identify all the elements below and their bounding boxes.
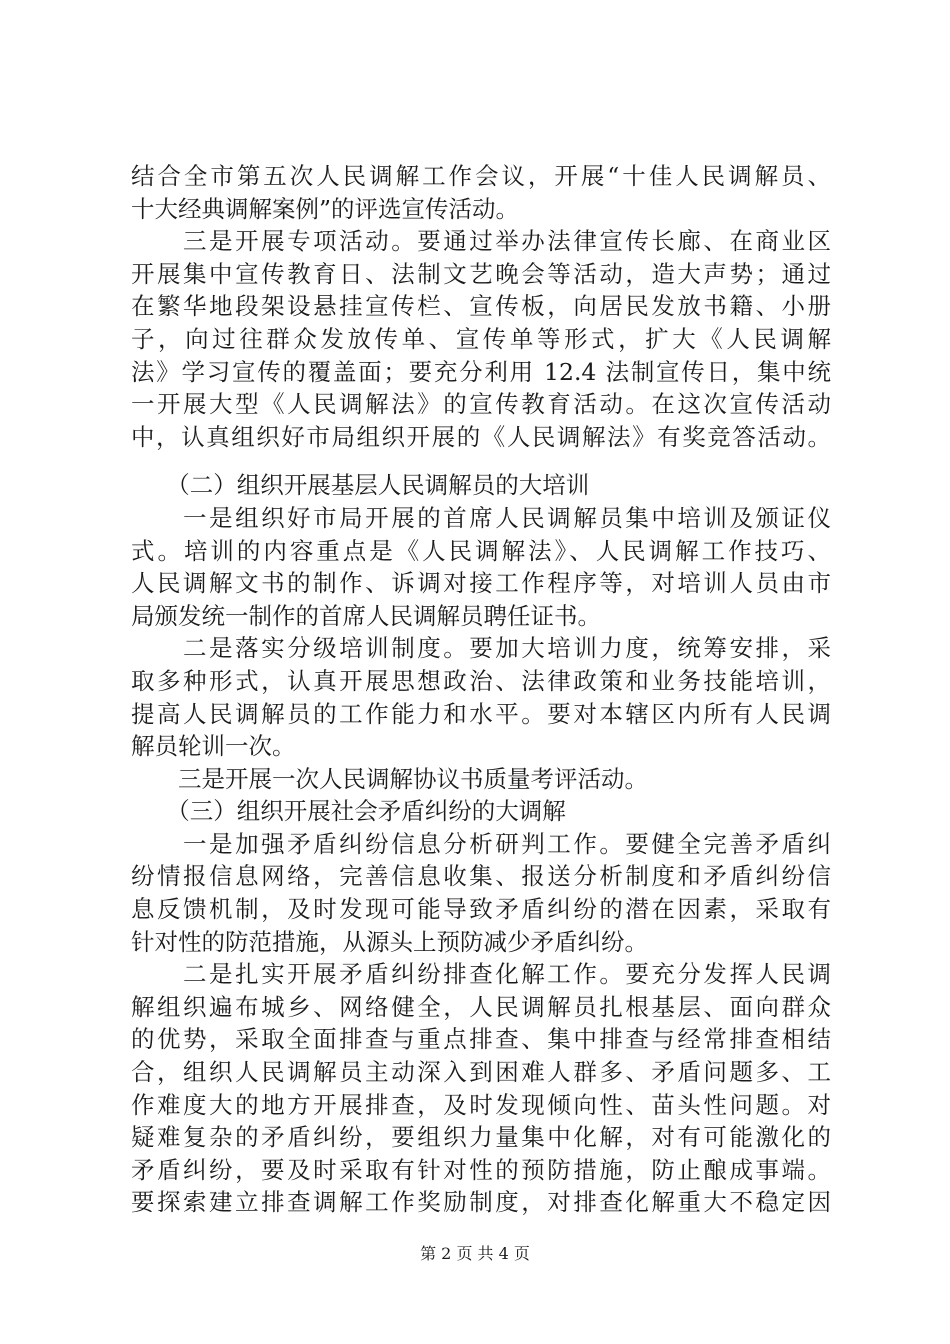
text-line: 一是加强矛盾纠纷信息分析研判工作。要健全完善矛盾纠 xyxy=(131,829,831,858)
text-line: 一开展大型《人民调解法》的宣传教育活动。在这次宣传活动 xyxy=(131,390,831,419)
text-line: 二是扎实开展矛盾纠纷排查化解工作。要充分发挥人民调 xyxy=(131,960,831,989)
text-line: 中，认真组织好市局组织开展的《人民调解法》有奖竞答活动。 xyxy=(131,422,831,451)
text-line: 三是开展专项活动。要通过举办法律宣传长廊、在商业区 xyxy=(131,227,831,256)
text-line: 结合全市第五次人民调解工作会议，开展“十佳人民调解员、 xyxy=(131,162,831,190)
text-line: 法》学习宣传的覆盖面；要充分利用 12.4 法制宣传日，集中统 xyxy=(131,357,831,386)
text-line: 合，组织人民调解员主动深入到困难人群多、矛盾问题多、工 xyxy=(131,1058,831,1087)
text-line: 要探索建立排查调解工作奖励制度，对排查化解重大不稳定因 xyxy=(131,1188,831,1217)
text-line: 疑难复杂的矛盾纠纷，要组织力量集中化解，对有可能激化的 xyxy=(131,1123,831,1152)
text-line: 人民调解文书的制作、诉调对接工作程序等，对培训人员由市 xyxy=(131,569,831,598)
text-line: 开展集中宣传教育日、法制文艺晚会等活动，造大声势；通过 xyxy=(131,259,831,288)
page-footer: 第 2 页 共 4 页 xyxy=(420,1244,530,1263)
text-line: 解组织遍布城乡、网络健全，人民调解员扎根基层、面向群众 xyxy=(131,992,831,1021)
text-line: 纷情报信息网络，完善信息收集、报送分析制度和矛盾纠纷信 xyxy=(131,862,831,891)
section-heading: （三）组织开展社会矛盾纠纷的大调解 xyxy=(131,797,566,826)
text-line: 针对性的防范措施，从源头上预防减少矛盾纠纷。 xyxy=(131,927,648,956)
text-line: 三是开展一次人民调解协议书质量考评活动。 xyxy=(131,764,648,793)
text-line: 式。培训的内容重点是《人民调解法》、人民调解工作技巧、 xyxy=(131,536,831,565)
text-line: 子，向过往群众发放传单、宣传单等形式，扩大《人民调解 xyxy=(131,324,831,353)
text-line: 的优势，采取全面排查与重点排查、集中排查与经常排查相结 xyxy=(131,1025,831,1054)
text-line: 局颁发统一制作的首席人民调解员聘任证书。 xyxy=(131,601,601,630)
text-line: 二是落实分级培训制度。要加大培训力度，统筹安排，采 xyxy=(131,634,831,663)
document-body xyxy=(131,160,831,1219)
paragraph-gap xyxy=(131,453,831,469)
section-heading: （二）组织开展基层人民调解员的大培训 xyxy=(131,471,590,500)
text-line: 解员轮训一次。 xyxy=(131,732,296,761)
text-line: 息反馈机制，及时发现可能导致矛盾纠纷的潜在因素，采取有 xyxy=(131,895,831,924)
text-line: 十大经典调解案例”的评选宣传活动。 xyxy=(131,194,520,223)
text-line: 一是组织好市局开展的首席人民调解员集中培训及颁证仪 xyxy=(131,503,831,532)
text-line: 取多种形式，认真开展思想政治、法律政策和业务技能培训， xyxy=(131,666,831,695)
text-line: 提高人民调解员的工作能力和水平。要对本辖区内所有人民调 xyxy=(131,699,831,728)
text-line: 在繁华地段架设悬挂宣传栏、宣传板，向居民发放书籍、小册 xyxy=(131,292,831,321)
text-line: 作难度大的地方开展排查，及时发现倾向性、苗头性问题。对 xyxy=(131,1090,831,1119)
text-line: 矛盾纠纷，要及时采取有针对性的预防措施，防止酿成事端。 xyxy=(131,1155,831,1184)
